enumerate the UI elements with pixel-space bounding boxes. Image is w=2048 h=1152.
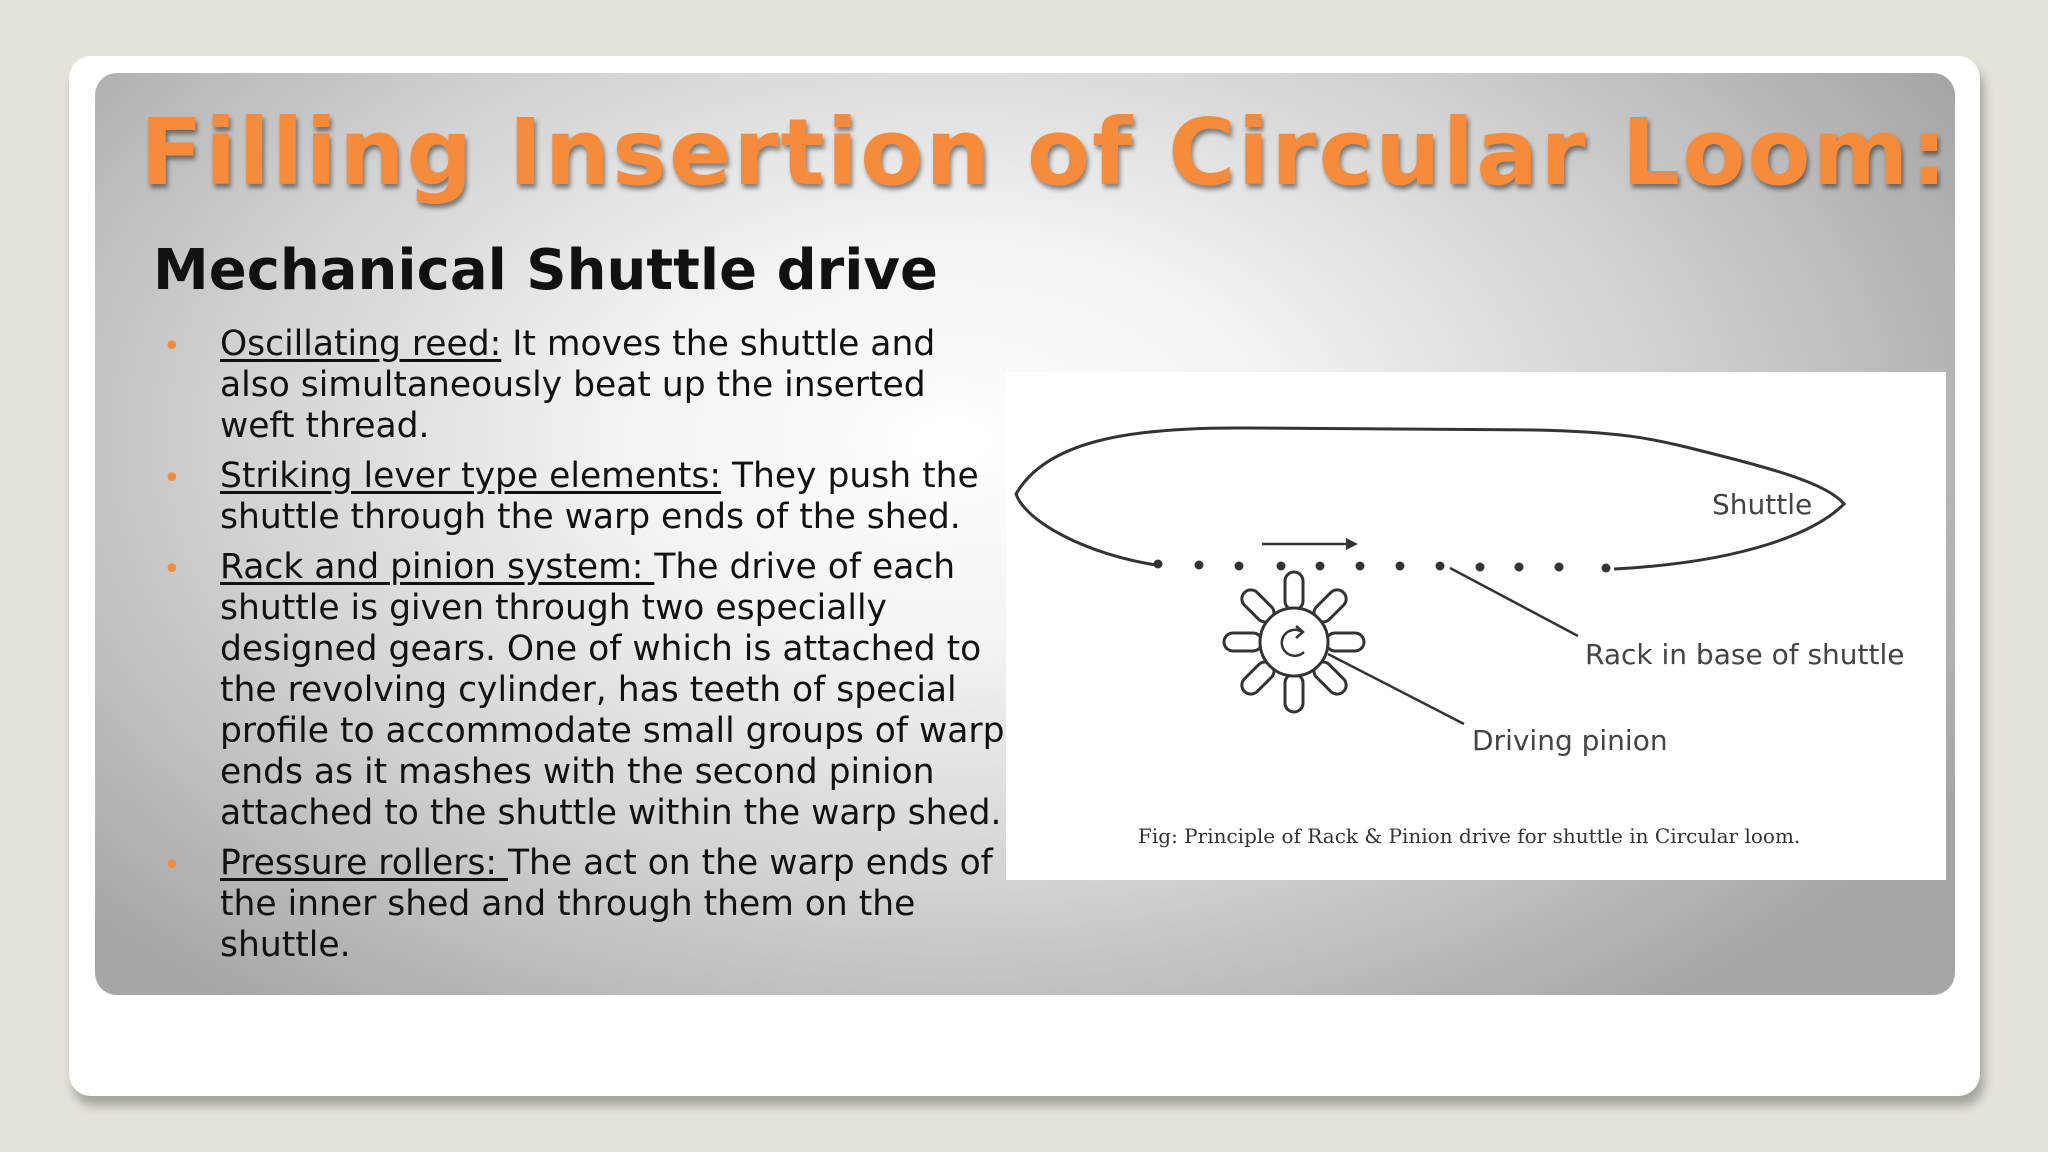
shuttle-label: Shuttle [1712,488,1813,521]
rack-leader-line [1450,568,1578,636]
bullet-text: It moves the shuttle and also simultaneously beat up the inserted weft thread. [220,324,936,446]
pinion-leader-line [1328,654,1464,724]
bullet-item-oscillating-reed [156,324,1006,447]
bullet-text: The act on the warp ends of the inner shed and through them on the shuttle. [220,843,993,965]
bullet-dot-icon: • [163,552,181,587]
bullet-term: Pressure rollers: [220,843,508,883]
bullet-text: They push the shuttle through the warp ends of the shed. [220,456,979,537]
bullet-text: The drive of each shuttle is given through two especially designed gears. One of which is attached to the revolving cylinder, has teeth of special profile to accommodate small groups of warp ends as it mashes with the second pinion attached to the shuttle within the warp shed. [220,547,1005,833]
bullet-item-pressure-rollers [156,843,1006,966]
driving-pinion-gear [1224,572,1364,712]
rack-pinion-figure [1006,372,1946,880]
rack-label: Rack in base of shuttle [1585,638,1905,671]
pinion-label: Driving pinion [1472,724,1668,757]
rack-dots [1154,560,1611,573]
bullet-dot-icon: • [163,461,181,496]
slide-title: Filling Insertion of Circular Loom: [140,99,1950,206]
bullet-term: Rack and pinion system: [220,547,655,587]
bullet-term: Oscillating reed: [220,324,502,364]
direction-arrow [1262,538,1358,550]
bullet-item-striking-lever [156,456,1006,538]
bullet-dot-icon: • [163,848,181,883]
bullet-term: Striking lever type elements: [220,456,721,496]
bullet-item-rack-and-pinion [156,547,1006,834]
figure-caption: Fig: Principle of Rack & Pinion drive for shuttle in Circular loom. [1138,824,1801,848]
slide-subtitle: Mechanical Shuttle drive [153,238,938,303]
bullet-dot-icon: • [163,329,181,364]
rack-pinion-diagram [1006,372,1946,880]
bullet-list [156,324,1006,975]
